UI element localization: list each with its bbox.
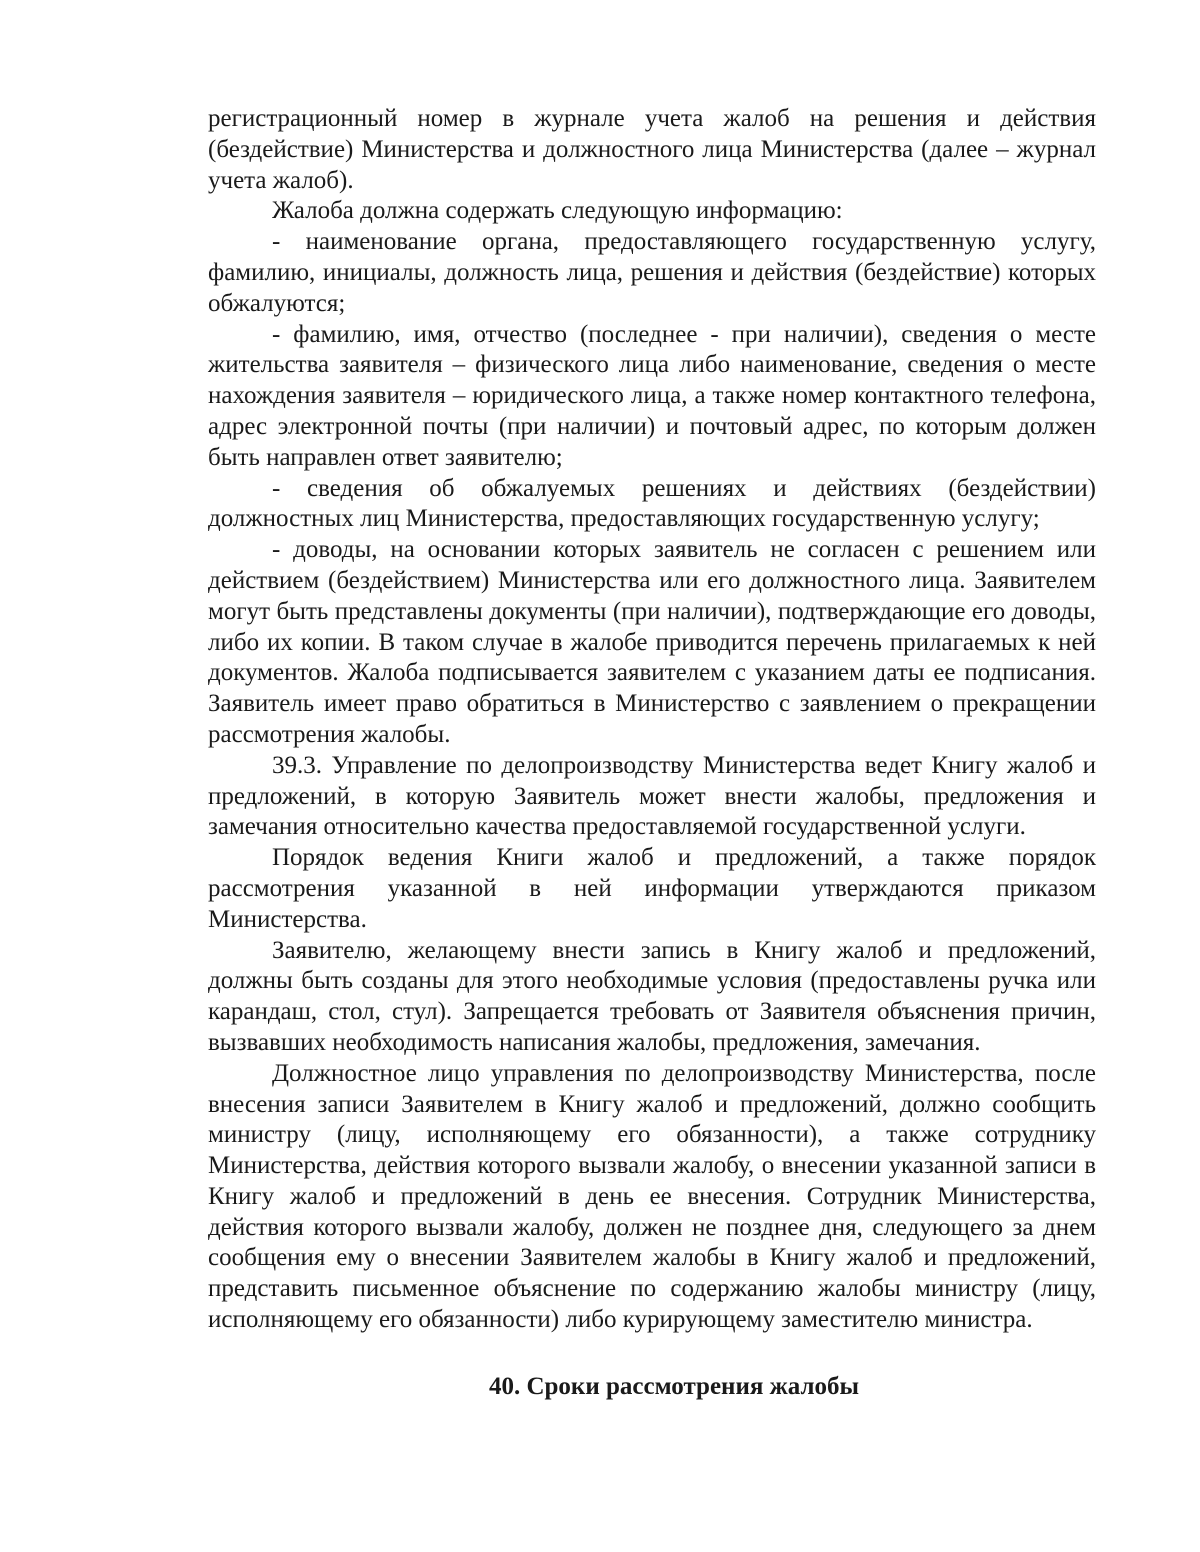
paragraph-applicant-conditions: Заявителю, желающему внести запись в Книгу жалоб и предложений, должны быть созданы для этого необходимые условия (предоставлены ручка или карандаш, стол, стул). Запрещается требовать от Заявителя объяснения причин, вызвавших необходимость написания жалобы, предложения, замечания.	[208, 936, 1096, 1056]
list-item-arguments: - доводы, на основании которых заявитель не согласен с решением или действием (бездействием) Министерства или его должностного лица. Заявителем могут быть представлены документы (при наличии), подтверждающие его доводы, либо их копии. В таком случае в жалобе приводится перечень прилагаемых к ней документов. Жалоба подписывается заявителем с указанием даты ее подписания. Заявитель имеет право обратиться в Министерство с заявлением о прекращении рассмотрения жалобы.	[208, 536, 1096, 748]
paragraph-book-procedure: Порядок ведения Книги жалоб и предложений, а также порядок рассмотрения указанной в ней информации утверждаются приказом Министерства.	[208, 844, 1096, 933]
list-item-authority-name: - наименование органа, предоставляющего государственную услугу, фамилию, инициалы, должность лица, решения и действия (бездействие) которых обжалуются;	[208, 228, 1096, 317]
paragraph-continuation: регистрационный номер в журнале учета жалоб на решения и действия (бездействие) Министерства и должностного лица Министерства (далее – журнал учета жалоб).	[208, 105, 1096, 194]
document-page	[208, 104, 1096, 1403]
list-item-applicant-details: - фамилию, имя, отчество (последнее - при наличии), сведения о месте жительства заявителя – физического лица либо наименование, сведения о месте нахождения заявителя – юридического лица, а также номер контактного телефона, адрес электронной почты (при наличии) и почтовый адрес, по которым должен быть направлен ответ заявителю;	[208, 320, 1096, 471]
paragraph-book-of-complaints: 39.3. Управление по делопроизводству Министерства ведет Книгу жалоб и предложений, в которую Заявитель может внести жалобы, предложения и замечания относительно качества предоставляемой государственной услуги.	[208, 751, 1096, 841]
section-heading: 40. Сроки рассмотрения жалобы	[488, 1372, 860, 1400]
paragraph-complaint-contents: Жалоба должна содержать следующую информацию:	[272, 197, 843, 225]
list-item-appealed-decisions: - сведения об обжалуемых решениях и действиях (бездействии) должностных лиц Министерства, предоставляющих государственную услугу;	[208, 474, 1096, 533]
paragraph-official-duties: Должностное лицо управления по делопроизводству Министерства, после внесения записи Заявителем в Книгу жалоб и предложений, должно сообщить министру (лицу, исполняющему его обязанности), а также сотруднику Министерства, действия которого вызвали жалобу, о внесении указанной записи в Книгу жалоб и предложений в день ее внесения. Сотрудник Министерства, действия которого вызвали жалобу, должен не позднее дня, следующего за днем сообщения ему о внесении Заявителем жалобы в Книгу жалоб и предложений, представить письменное объяснение по содержанию жалобы министру (лицу, исполняющему его обязанности) либо курирующему заместителю министра.	[208, 1059, 1096, 1334]
